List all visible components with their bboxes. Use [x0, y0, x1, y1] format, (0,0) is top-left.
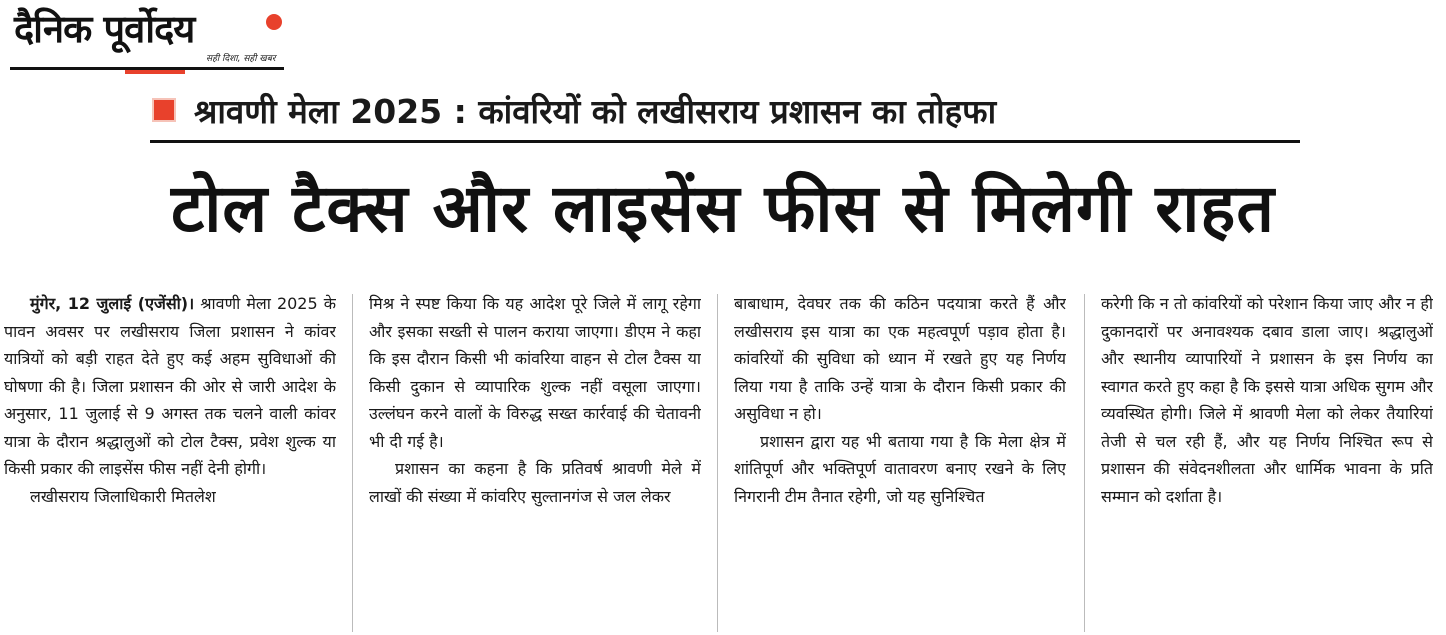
article-paragraph: बाबाधाम, देवघर तक की कठिन पदयात्रा करते हैं और लखीसराय इस यात्रा का एक महत्वपूर्ण पड़ाव होता है। कांवरियों की सुविधा को ध्यान में रखते हुए यह निर्णय लिया गया है ताकि उन्हें यात्रा के दौरान किसी प्रकार की असुविधा न हो। [734, 294, 1066, 423]
logo-dot-icon [266, 14, 282, 30]
column-divider [717, 294, 718, 632]
article-column-3 [734, 290, 1066, 635]
masthead-accent-bar [125, 70, 185, 74]
masthead-tagline: सही दिशा, सही खबर [206, 54, 276, 64]
kicker-text: श्रावणी मेला 2025 : कांवरियों को लखीसराय प्रशासन का तोहफा [194, 92, 997, 131]
article-paragraph [4, 290, 336, 483]
article-paragraph: लखीसराय जिलाधिकारी मितलेश [30, 486, 216, 506]
kicker-rule [150, 140, 1300, 143]
article-paragraph: प्रशासन द्वारा यह भी बताया गया है कि मेला क्षेत्र में शांतिपूर्ण और भक्तिपूर्ण वातावरण बनाए रखने के लिए निगरानी टीम तैनात रहेगी, जो यह सुनिश्चित [734, 431, 1066, 506]
article-paragraph: मिश्र ने स्पष्ट किया कि यह आदेश पूरे जिले में लागू रहेगा और इसका सख्ती से पालन कराया जाएगा। डीएम ने कहा कि इस दौरान किसी भी कांवरिया वाहन से टोल टैक्स या किसी दुकान से व्यापारिक शुल्क नहीं वसूला जाएगा। उल्लंघन करने वालों के विरुद्ध सख्त कार्रवाई की चेतावनी भी दी गई है। [369, 294, 701, 451]
column-divider [1084, 294, 1085, 632]
article-paragraph: प्रशासन का कहना है कि प्रतिवर्ष श्रावणी मेले में लाखों की संख्या में कांवरिए सुल्तानगंज से जल लेकर [369, 459, 701, 506]
square-bullet-icon [154, 100, 174, 120]
column-divider [352, 294, 353, 632]
dateline: मुंगेर, 12 जुलाई (एजेंसी)। [30, 294, 195, 313]
article-paragraph: करेगी कि न तो कांवरियों को परेशान किया जाए और न ही दुकानदारों पर अनावश्यक दबाव डाला जाए। श्रद्धालुओं और स्थानीय व्यापारियों ने प्रशासन के इस निर्णय का स्वागत करते हुए कहा है कि इससे यात्रा अधिक सुगम और व्यवस्थित होगी। जिले में श्रावणी मेला को लेकर तैयारियां तेजी से चल रही हैं, और यह निर्णय निश्चित रूप से प्रशासन की संवेदनशीलता और धार्मिक भावना के प्रति सम्मान को दर्शाता है। [1101, 294, 1433, 506]
newspaper-logo: दैनिक पूर्वोदय [14, 7, 195, 51]
paragraph-text: श्रावणी मेला 2025 के पावन अवसर पर लखीसराय जिला प्रशासन ने कांवर यात्रियों को बड़ी राहत देते हुए कई अहम सुविधाओं की घोषणा की है। जिला प्रशासन की ओर से जारी आदेश के अनुसार, 11 जुलाई से 9 अगस्त तक चलने वाली कांवर यात्रा के दौरान श्रद्धालुओं को टोल टैक्स, प्रवेश शुल्क या किसी प्रकार की लाइसेंस फीस नहीं देनी होगी। [4, 294, 336, 478]
kicker [150, 90, 1300, 146]
article-body [0, 290, 1446, 635]
article-column-4 [1101, 290, 1433, 635]
article-column-2 [369, 290, 701, 635]
article-column-1 [4, 290, 336, 635]
masthead [10, 4, 290, 76]
headline: टोल टैक्स और लाइसेंस फीस से मिलेगी राहत [171, 170, 1275, 247]
